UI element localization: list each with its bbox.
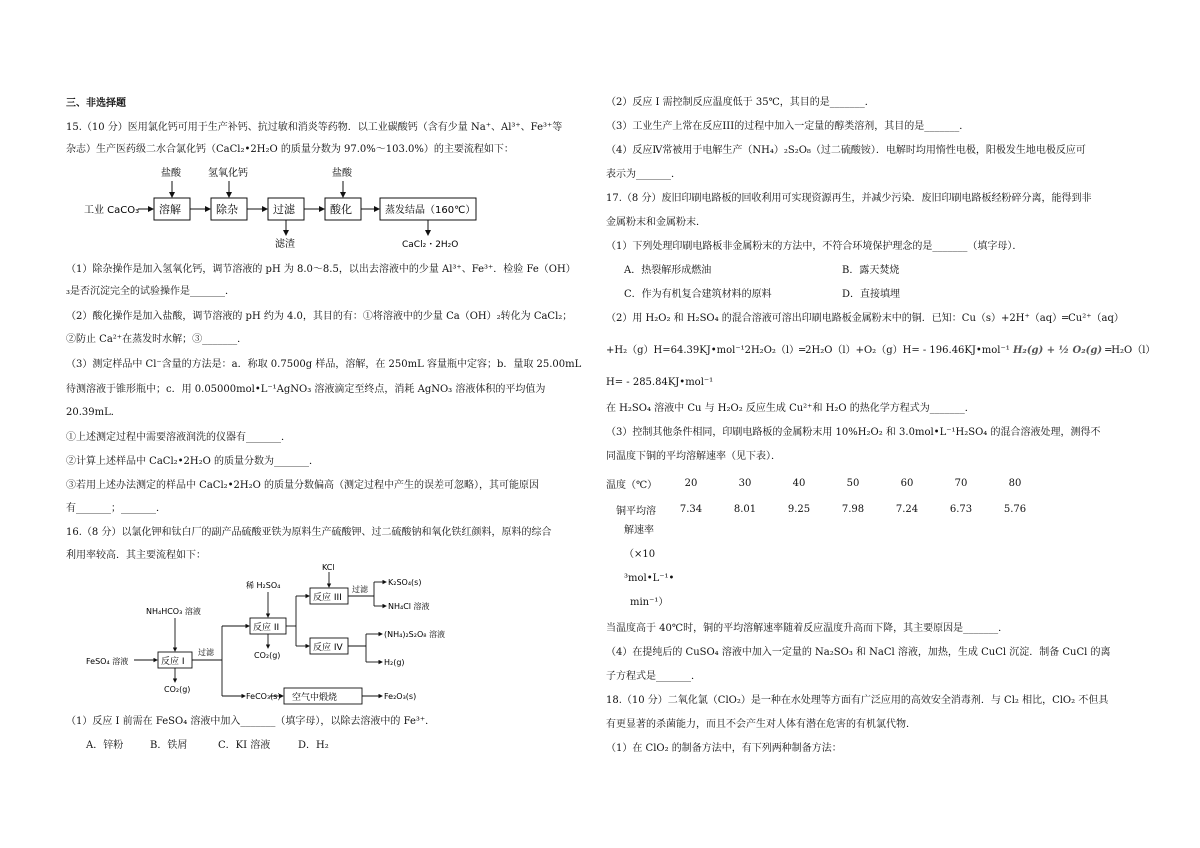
q16-kcl: KCl (322, 564, 335, 572)
table-row-rate (606, 496, 1042, 522)
q17-part2-a: （2）用 H₂O₂ 和 H₂SO₄ 的混合溶液可溶出印刷电路板金属粉末中的铜．已知：Cu（s）+2H⁺（aq）═Cu²⁺（aq） (606, 313, 1124, 324)
table-unit-3: ³mol•L⁻¹• (624, 573, 675, 584)
q15-part3-e: ②计算上述样品中 CaCl₂•2H₂O 的质量分数为_______． (66, 456, 320, 467)
table-cell: 80 (1008, 477, 1022, 489)
q15-part2-b: ②防止 Ca²⁺在蒸发时水解；③_______． (66, 334, 248, 345)
table-cell-label: 铜平均溶 (616, 505, 656, 517)
flow-box-acidify: 酸化 (330, 203, 352, 216)
q15-flow-diagram (84, 163, 504, 249)
table-cell: 6.73 (949, 503, 973, 515)
flow-product: CaCl₂・2H₂O (402, 240, 459, 249)
q16-part3: （3）工业生产上常在反应III的过程中加入一定量的醇类溶剂，其目的是_______． (606, 121, 970, 132)
q17-option-a: A．热裂解形成燃油 (624, 265, 712, 276)
q18-line1: 18.（10 分）二氧化氯（ClO₂）是一种在水处理等方面有广泛应用的高效安全消毒剂．与 Cl₂ 相比，ClO₂ 不但具 (606, 695, 1109, 706)
q16-filter2: 过滤 (352, 585, 368, 594)
q16-option-d: D．H₂ (298, 740, 329, 751)
table-cell: 70 (954, 477, 968, 489)
q16-option-b: B．铁屑 (150, 740, 188, 751)
table-cell: 30 (738, 477, 752, 489)
flow-box-evaporate: 蒸发结晶（160℃） (385, 205, 476, 216)
table-cell: 5.76 (1003, 503, 1027, 515)
q15-part1-b: ₃是否沉淀完全的试验操作是_______． (66, 286, 236, 297)
q16-h2so4: 稀 H₂SO₄ (246, 581, 281, 590)
q18-line2: 有更显著的杀菌能力，而且不会产生对人体有潜在危害的有机氯代物． (606, 719, 916, 730)
table-cell: 50 (846, 477, 860, 489)
q17-part4-a: （4）在提纯后的 CuSO₄ 溶液中加入一定量的 Na₂SO₃ 和 NaCl 溶液，加热，生成 CuCl 沉淀．制备 CuCl 的离 (606, 647, 1111, 658)
q16-k2so4: K₂SO₄(s) (388, 578, 422, 587)
q17-part2-b-text: +H₂（g）H=64.39KJ•mol⁻¹2H₂O₂（l）═2H₂O（l）+O₂（g）H= - 196.46KJ•mol⁻¹ (606, 345, 1010, 356)
table-cell: 7.34 (679, 503, 703, 515)
q16-reaction1: 反应 I (161, 657, 185, 667)
q17-part3-a: （3）控制其他条件相同，印刷电路板的金属粉末用 10%H₂O₂ 和 3.0mol•L⁻¹H₂SO₄ 的混合溶液处理，测得不 (606, 427, 1101, 438)
q17-equation-image: H₂(g) + ½ O₂(g) (1012, 345, 1103, 356)
table-cell: 9.25 (787, 503, 811, 515)
flow-reagent-caoh2: 氢氧化钙 (208, 168, 248, 179)
q16-part1: （1）反应 I 前需在 FeSO₄ 溶液中加入_______（填字母），以除去溶液中的 Fe³⁺． (66, 716, 436, 727)
q15-part3-f: ③若用上述办法测定的样品中 CaCl₂•2H₂O 的质量分数偏高（测定过程中产生的误差可忽略），其可能原因 (66, 480, 540, 491)
table-unit-2: （×10 (624, 549, 656, 560)
q16-part2: （2）反应 I 需控制反应温度低于 35℃，其目的是_______． (606, 97, 875, 108)
table-cell: 20 (684, 477, 698, 489)
q17-option-b: B．露天焚烧 (842, 265, 900, 276)
q15-part1-a: （1）除杂操作是加入氢氧化钙，调节溶液的 pH 为 8.0～8.5，以出去溶液中的少量 Al³⁺、Fe³⁺．检验 Fe（OH） (66, 264, 576, 275)
table-cell: 8.01 (733, 503, 757, 515)
q16-line2: 利用率较高．其主要流程如下： (66, 550, 206, 561)
q16-reaction2: 反应 II (253, 623, 280, 633)
q16-h2: H₂(g) (384, 658, 405, 667)
flow-residue: 滤渣 (275, 239, 295, 249)
q16-persulfate: (NH₄)₂S₂O₈ 溶液 (384, 630, 445, 639)
flow-box-dissolve: 溶解 (159, 203, 181, 216)
q16-nh4cl: NH₄Cl 溶液 (388, 602, 430, 611)
q17-option-d: D．直接填埋 (842, 289, 901, 300)
q18-part1: （1）在 ClO₂ 的制备方法中，有下列两种制备方法： (606, 743, 842, 754)
q17-option-c: C．作为有机复合建筑材料的原料 (624, 289, 772, 300)
q17-rate-table (606, 470, 1042, 522)
q17-part2-b (606, 344, 1155, 358)
q16-line1: 16.（8 分）以氯化钾和钛白厂的副产品硫酸亚铁为原料生产硫酸钾、过二硫酸钠和氧化铁红颜料，原料的综合 (66, 527, 552, 538)
q17-part2-d: 在 H₂SO₄ 溶液中 Cu 与 H₂O₂ 反应生成 Cu²⁺和 H₂O 的热化学方程式为_______． (606, 403, 975, 414)
table-cell-label: 温度（℃） (606, 479, 658, 491)
table-cell: 40 (792, 477, 806, 489)
q16-feso4: FeSO₄ 溶液 (86, 657, 129, 666)
q15-part3-c: 20.39mL． (66, 407, 121, 418)
q17-line1: 17.（8 分）废旧印刷电路板的回收利用可实现资源再生，并减少污染．废旧印刷电路板经粉碎分离，能得到非 (606, 193, 1092, 204)
q16-flow-diagram (86, 564, 466, 712)
q17-part2-c: H= - 285.84KJ•mol⁻¹ (606, 377, 714, 388)
flow-start: 工业 CaCO₃ (84, 205, 140, 216)
q16-filter: 过滤 (198, 648, 214, 657)
q16-calcine: 空气中煅烧 (292, 693, 338, 703)
q17-part2-b-end: ═H₂O（l） (1105, 345, 1156, 356)
flow-reagent-hcl-2: 盐酸 (332, 168, 352, 179)
q16-fe2o3: Fe₂O₃(s) (384, 692, 417, 701)
table-cell: 7.24 (895, 503, 919, 515)
q17-line2: 金属粉末和金属粉末． (606, 217, 706, 228)
table-row-temperature (606, 470, 1042, 496)
section-title: 三、非选择题 (66, 98, 126, 109)
q15-part3-g: 有_______；_______． (66, 503, 166, 514)
flow-box-purify: 除杂 (216, 203, 238, 216)
q15-line1: 15.（10 分）医用氯化钙可用于生产补钙、抗过敏和消炎等药物．以工业碳酸钙（含有少量 Na⁺、Al³⁺、Fe³⁺等 (66, 122, 563, 133)
table-unit-1: 解速率 (624, 525, 654, 536)
q16-part4-a: （4）反应Ⅳ常被用于电解生产（NH₄）₂S₂O₈（过二硫酸铵）．电解时均用惰性电极，阳极发生地电极反应可 (606, 145, 1086, 156)
table-cell: 60 (900, 477, 914, 489)
flow-box-filter: 过滤 (273, 203, 295, 216)
q16-co2-a: CO₂(g) (164, 685, 191, 694)
q16-feco3: FeCO₃(s) (246, 692, 281, 701)
table-cell: 7.98 (841, 503, 865, 515)
q15-part3-d: ①上述测定过程中需要溶液润洗的仪器有_______． (66, 432, 291, 443)
q17-part1: （1）下列处理印刷电路板非金属粉末的方法中，不符合环境保护理念的是_______（填字母）． (606, 241, 1023, 252)
q15-part3-b: 待测溶液于锥形瓶中；c．用 0.05000mol•L⁻¹AgNO₃ 溶液滴定至终点，消耗 AgNO₃ 溶液体积的平均值为 (66, 384, 546, 395)
q16-nh4hco3: NH₄HCO₃ 溶液 (146, 607, 201, 616)
q16-option-a: A．锌粉 (86, 740, 124, 751)
flow-reagent-hcl-1: 盐酸 (161, 168, 181, 179)
q15-line2: 杂志）生产医药级二水合氯化钙（CaCl₂•2H₂O 的质量分数为 97.0%～103.0%）的主要流程如下： (66, 144, 514, 155)
q15-part2-a: （2）酸化操作是加入盐酸，调节溶液的 pH 约为 4.0，其目的有：①将溶液中的少量 Ca（OH）₂转化为 CaCl₂； (66, 311, 573, 322)
q17-part3-c: 当温度高于 40℃时，铜的平均溶解速率随着反应温度升高而下降，其主要原因是_______． (606, 623, 1009, 634)
q16-part4-b: 表示为_______． (606, 169, 681, 180)
q17-part3-b: 同温度下铜的平均溶解速率（见下表）． (606, 451, 781, 462)
q15-part3-a: （3）测定样品中 Cl⁻含量的方法是：a．称取 0.7500g 样品，溶解，在 250mL 容量瓶中定容；b．量取 25.00mL (66, 359, 582, 370)
q17-part4-b: 子方程式是_______． (606, 671, 701, 682)
q16-reaction3: 反应 III (313, 593, 342, 603)
q16-reaction4: 反应 IV (313, 643, 343, 653)
q16-co2-b: CO₂(g) (254, 651, 281, 660)
table-unit-4: min⁻¹） (630, 597, 669, 608)
q16-option-c: C．KI 溶液 (218, 740, 271, 751)
